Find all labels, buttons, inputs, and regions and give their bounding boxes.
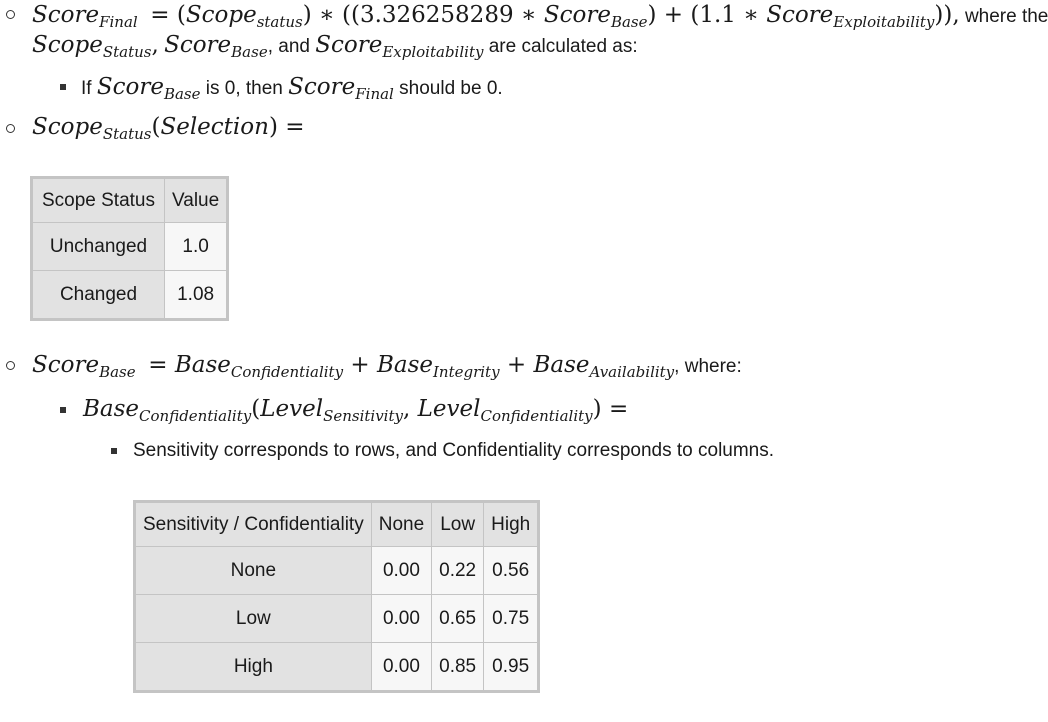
cell-value: 0.95 bbox=[484, 643, 539, 692]
cell-value: 0.00 bbox=[371, 643, 431, 692]
row-label: None bbox=[135, 547, 372, 595]
row-label: Changed bbox=[32, 271, 165, 320]
list-bullet bbox=[60, 84, 66, 90]
base-confidentiality-formula: Base$_{Confidentiality}$(Level$_{Sensitivity}$, Level$_{Confidentiality}$) = bbox=[83, 396, 629, 425]
column-header: High bbox=[484, 502, 539, 547]
column-header: Low bbox=[432, 502, 484, 547]
list-bullet bbox=[111, 448, 117, 454]
row-label: Low bbox=[135, 595, 372, 643]
scope-status-formula: Scope$_{Status}$(Selection) = bbox=[32, 114, 305, 143]
column-header: Value bbox=[165, 178, 228, 223]
table-row bbox=[135, 547, 539, 595]
cell-value: 1.0 bbox=[165, 223, 228, 271]
list-bullet bbox=[6, 10, 15, 19]
cell-value: 0.65 bbox=[432, 595, 484, 643]
table-row bbox=[32, 223, 228, 271]
list-bullet bbox=[6, 361, 15, 370]
cell-value: 0.85 bbox=[432, 643, 484, 692]
table-row bbox=[135, 595, 539, 643]
row-label: High bbox=[135, 643, 372, 692]
table-row bbox=[32, 271, 228, 320]
calculated-as-line: Scope$_{Status}$, Score$_{Base}$, and Score$_{Exploitability}$ are calculated as: bbox=[32, 32, 638, 61]
cell-value: 0.75 bbox=[484, 595, 539, 643]
score-base-formula: Score$_{Base}$ = Base$_{Confidentiality}$ + Base$_{Integrity}$ + Base$_{Availability}$, where: bbox=[32, 352, 742, 381]
sensitivity-note: Sensitivity corresponds to rows, and Confidentiality corresponds to columns. bbox=[133, 440, 775, 461]
cell-value: 0.56 bbox=[484, 547, 539, 595]
column-header: Sensitivity / Confidentiality bbox=[135, 502, 372, 547]
cell-value: 1.08 bbox=[165, 271, 228, 320]
where-the-text: where the bbox=[964, 6, 1048, 27]
scope-status-table bbox=[30, 176, 229, 321]
sensitivity-confidentiality-table bbox=[133, 500, 540, 693]
zero-rule: If Score$_{Base}$ is 0, then Score$_{Final}$ should be 0. bbox=[81, 74, 503, 103]
cell-value: 0.00 bbox=[371, 547, 431, 595]
table-row bbox=[135, 643, 539, 692]
row-label: Unchanged bbox=[32, 223, 165, 271]
cell-value: 0.00 bbox=[371, 595, 431, 643]
score-final-formula: Score$_{Final}$ = (Scope$_{status}$) ∗ ((3.326258289 ∗ Score$_{Base}$) + (1.1 ∗ Score$_{Exploitability}$)), where the bbox=[32, 2, 1048, 31]
cell-value: 0.22 bbox=[432, 547, 484, 595]
column-header: Scope Status bbox=[32, 178, 165, 223]
list-bullet bbox=[6, 124, 15, 133]
list-bullet bbox=[60, 407, 66, 413]
column-header: None bbox=[371, 502, 431, 547]
